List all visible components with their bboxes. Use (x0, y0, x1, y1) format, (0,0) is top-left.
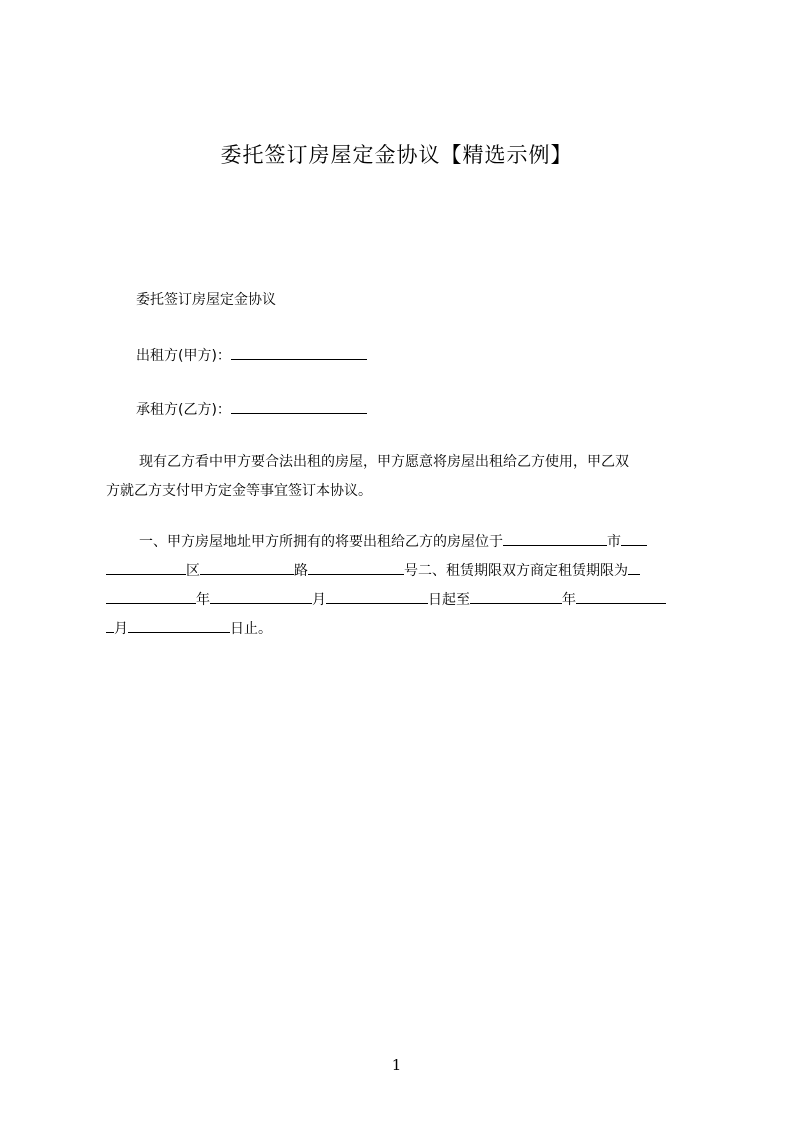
start-day-blank (326, 588, 428, 604)
start-month-blank (210, 588, 312, 604)
city-unit: 市 (607, 534, 621, 550)
end-month-unit: 月 (114, 621, 128, 637)
end-day-unit: 日止。 (230, 621, 272, 637)
clause1-prefix: 一、甲方房屋地址甲方所拥有的将要出租给乙方的房屋位于 (139, 534, 503, 550)
road-unit: 路 (294, 563, 308, 579)
document-title: 委托签订房屋定金协议【精选示例】 (220, 143, 573, 167)
lessee-line (136, 398, 367, 420)
end-day-blank (128, 617, 230, 633)
start-year-blank (106, 588, 196, 604)
road-blank (200, 559, 294, 575)
end-month-blank-a (576, 588, 666, 604)
number-blank (308, 559, 404, 575)
agreement-subtitle: 委托签订房屋定金协议 (136, 292, 276, 308)
city-blank (503, 530, 607, 546)
start-day-unit: 日起至 (428, 592, 470, 608)
lessor-blank (231, 344, 367, 360)
intro-line-1: 现有乙方看中甲方要合法出租的房屋，甲方愿意将房屋出租给乙方使用，甲乙双 (139, 454, 629, 470)
end-year-unit: 年 (562, 592, 576, 608)
end-year-blank (470, 588, 562, 604)
page-number: 1 (391, 1056, 402, 1074)
end-month-blank-b (106, 617, 114, 633)
clause2-prefix: 号二、租赁期限双方商定租赁期限为 (404, 563, 628, 579)
lessor-label: 出租方(甲方)： (136, 348, 231, 364)
intro-line-2: 方就乙方支付甲方定金等事宜签订本协议。 (106, 483, 372, 499)
lessor-line (136, 344, 367, 366)
clause-line-2 (106, 557, 696, 586)
clause-line-4 (106, 615, 696, 644)
clause-paragraph (106, 528, 696, 644)
clause-line-1 (106, 528, 696, 557)
start-year-unit: 年 (196, 592, 210, 608)
lessee-label: 承租方(乙方)： (136, 402, 231, 418)
district-unit: 区 (186, 563, 200, 579)
intro-paragraph (106, 448, 696, 506)
start-month-unit: 月 (312, 592, 326, 608)
district-blank-a (621, 530, 647, 546)
district-blank-b (106, 559, 186, 575)
term-blank-a (628, 559, 640, 575)
lessee-blank (231, 398, 367, 414)
clause-line-3 (106, 586, 696, 615)
